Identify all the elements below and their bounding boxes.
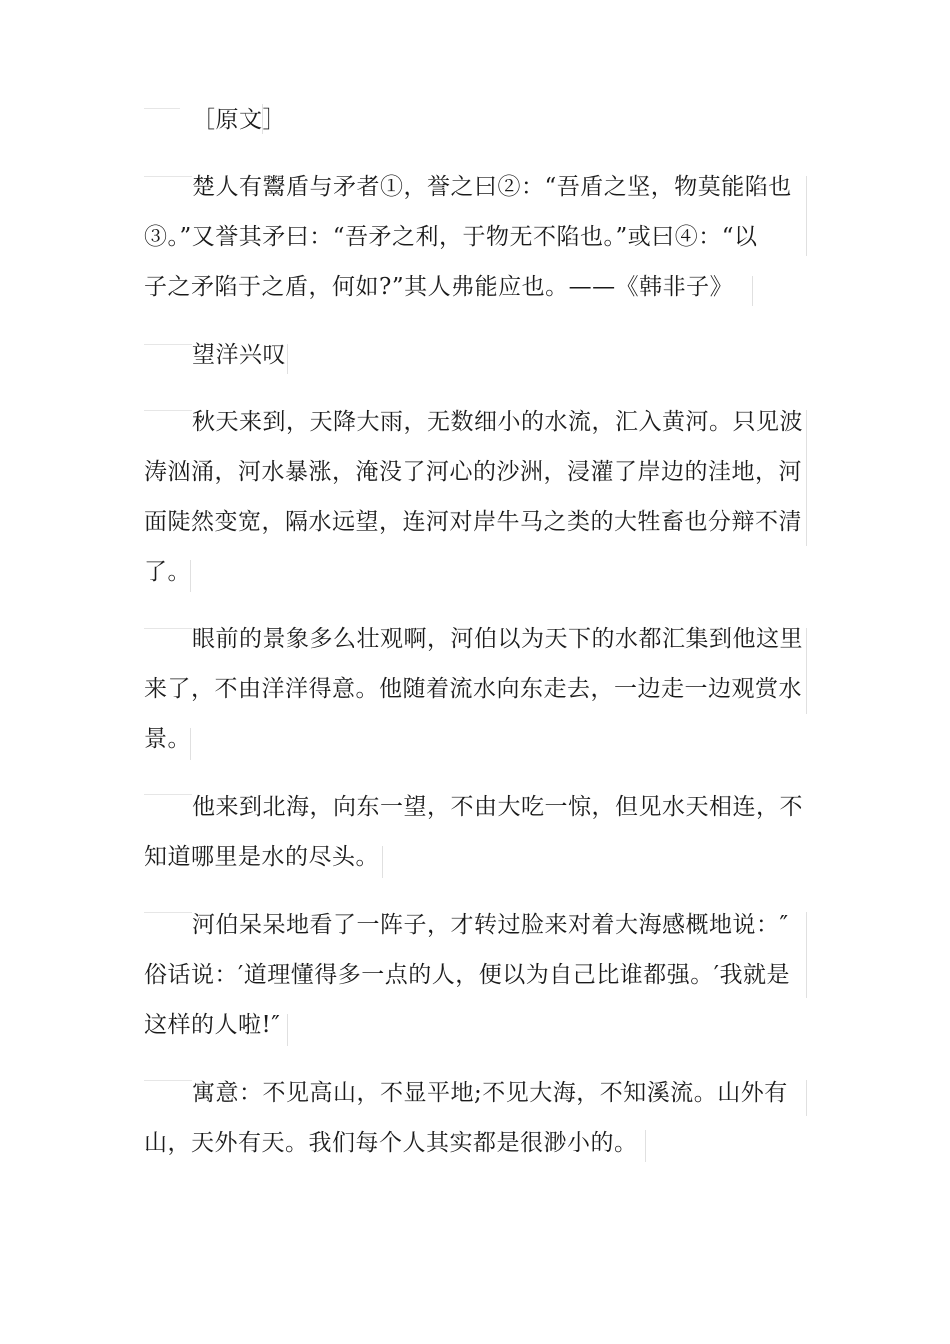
paragraph-river-god-sighs bbox=[144, 900, 790, 1050]
text-line: 知道哪里是水的尽头。 bbox=[144, 844, 379, 870]
text-line: 寓意：不见高山，不显平地;不见大海，不知溪流。山外有 bbox=[192, 1080, 788, 1106]
paragraph-moral bbox=[144, 1068, 788, 1168]
text-line: 了。 bbox=[144, 559, 191, 585]
text-line: 面陡然变宽，隔水远望，连河对岸牛马之类的大牲畜也分辩不清 bbox=[144, 509, 802, 535]
text-line: 俗话说：′道理懂得多一点的人，便以为自己比谁都强。′我就是 bbox=[144, 962, 790, 988]
guide-mark bbox=[806, 912, 807, 998]
text-line: 子之矛陷于之盾，何如?”其人弗能应也。——《韩非子》 bbox=[144, 274, 734, 300]
paragraph-heading-title bbox=[144, 330, 286, 380]
text-line: 山，天外有天。我们每个人其实都是很渺小的。 bbox=[144, 1130, 638, 1156]
guide-mark bbox=[806, 176, 807, 256]
guide-mark bbox=[287, 344, 288, 374]
text-line: 望洋兴叹 bbox=[192, 342, 286, 368]
text-line: 河伯呆呆地看了一阵子，才转过脸来对着大海感概地说：″ bbox=[192, 912, 789, 938]
paragraph-autumn-flood bbox=[144, 397, 803, 597]
paragraph-north-sea bbox=[144, 782, 803, 882]
paragraph-river-god-proud bbox=[144, 614, 803, 764]
guide-mark bbox=[806, 410, 807, 546]
text-line: ③。”又誉其矛曰：“吾矛之利，于物无不陷也。”或曰④：“以 bbox=[144, 224, 758, 250]
text-line: 来了，不由洋洋得意。他随着流水向东走去，一边走一边观赏水 bbox=[144, 676, 802, 702]
text-line: ［原文］ bbox=[192, 107, 286, 133]
guide-mark bbox=[806, 628, 807, 714]
text-line: 楚人有鬻盾与矛者①，誉之曰②：“吾盾之坚，物莫能陷也 bbox=[192, 174, 792, 200]
paragraph-shield-spear bbox=[144, 162, 792, 312]
text-line: 景。 bbox=[144, 726, 191, 752]
text-line: 这样的人啦!″ bbox=[144, 1012, 281, 1038]
text-line: 眼前的景象多么壮观啊，河伯以为天下的水都汇集到他这里 bbox=[192, 626, 803, 652]
guide-mark bbox=[806, 1080, 807, 1116]
paragraph-heading-original bbox=[144, 95, 286, 145]
text-line: 秋天来到，天降大雨，无数细小的水流，汇入黄河。只见波 bbox=[192, 409, 803, 435]
text-line: 涛汹涌，河水暴涨，淹没了河心的沙洲，浸灌了岸边的洼地，河 bbox=[144, 459, 802, 485]
text-line: 他来到北海，向东一望，不由大吃一惊，但见水天相连，不 bbox=[192, 794, 803, 820]
